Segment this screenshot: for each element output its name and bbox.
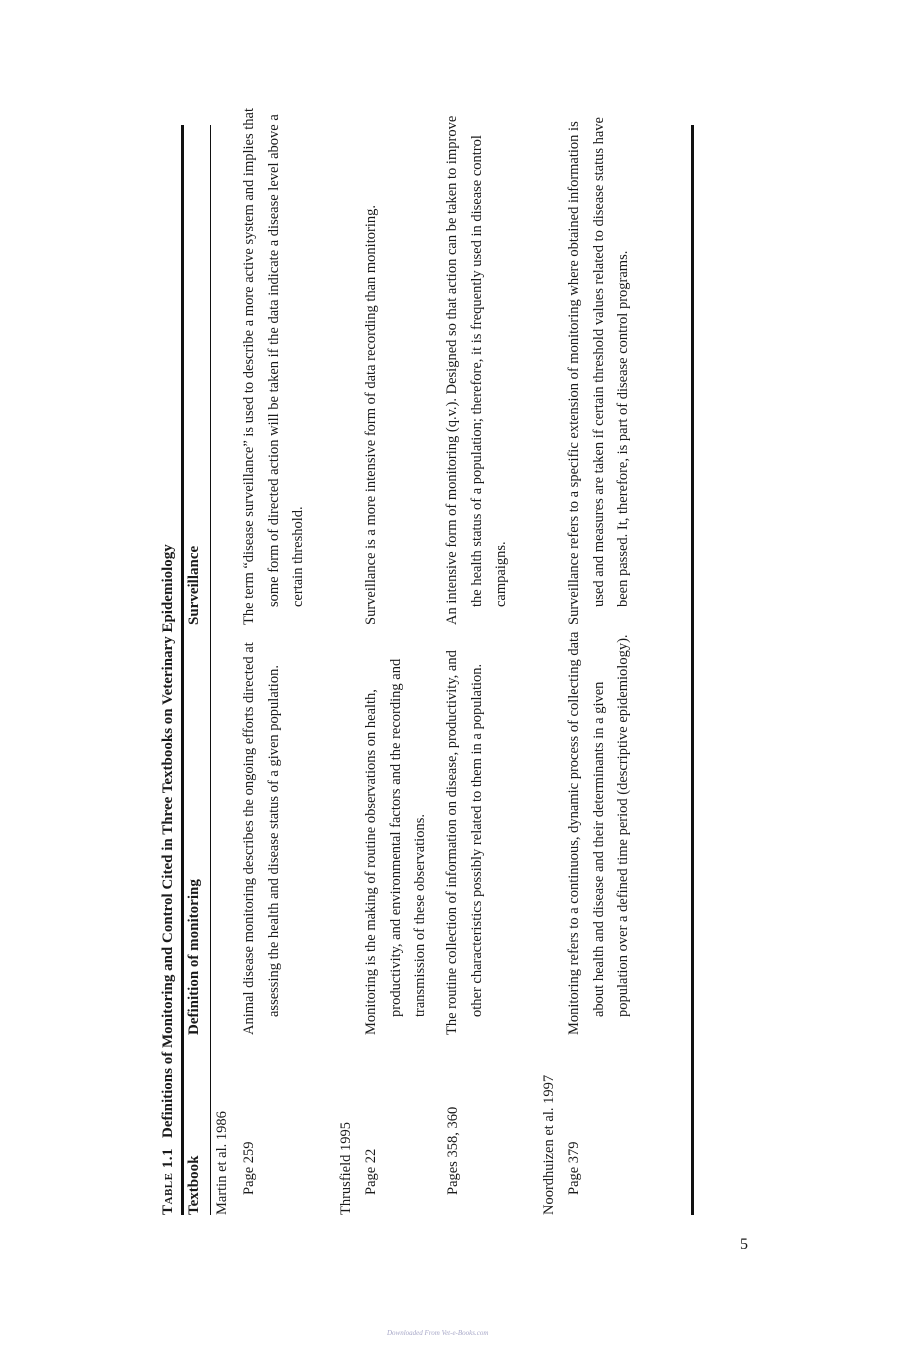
group-thrusfield: Thrusfield 1995: [338, 1121, 354, 1215]
row-page-379: Page 379: [566, 1141, 582, 1195]
row-pages-358-360-monitoring: The routine collection of information on disease, productivity, and other characteristics possibly related to them in a population.: [444, 650, 485, 1035]
row-pages-358-360-surveillance: An intensive form of monitoring (q.v.). Designed so that action can be taken to improve the health status of a population; therefore, it is frequently used in disease control campaigns.: [444, 115, 509, 625]
rotated-table-page: [160, 108, 720, 1215]
table-header-rule: [210, 125, 211, 1215]
table-title: Definitions of Monitoring and Control Cited in Three Textbooks on Veterinary Epidemiology: [160, 544, 176, 1139]
table-top-rule: [181, 125, 184, 1215]
header-monitoring: Definition of monitoring: [186, 879, 202, 1035]
header-surveillance: Surveillance: [186, 545, 202, 625]
table-caption: [160, 125, 182, 1215]
row-pages-358-360: Pages 358, 360: [445, 1106, 461, 1195]
row-page-379-surveillance: Surveillance refers to a specific extension of monitoring where obtained information is used and measures are taken if certain threshold values related to disease status have been passed. It, therefore, is part of disease control programs.: [566, 117, 631, 625]
table-bottom-rule: [691, 125, 694, 1215]
row-page-379-monitoring: Monitoring refers to a continuous, dynamic process of collecting data about health and disease and their determinants in a given population over a defined time period (descriptive epidemiology).: [566, 631, 631, 1035]
row-page-259-monitoring: Animal disease monitoring describes the ongoing efforts directed at assessing the health and disease status of a given population.: [241, 642, 282, 1035]
table-label-word: ABLE: [163, 1172, 175, 1205]
page-number: 5: [740, 1236, 748, 1253]
group-noordhuizen: Noordhuizen et al. 1997: [541, 1074, 557, 1215]
watermark: Downloaded From Vet-e-Books.com: [387, 1329, 489, 1337]
row-page-259-surveillance: The term “disease surveillance” is used to describe a more active system and implies that some form of directed action will be taken if the data indicate a disease level above a certain threshold.: [241, 108, 306, 625]
header-textbook: Textbook: [186, 1155, 202, 1215]
row-page-22: Page 22: [363, 1148, 379, 1195]
row-page-259: Page 259: [241, 1141, 257, 1195]
group-martin: Martin et al. 1986: [214, 1111, 230, 1215]
table-label-initial: T: [160, 1204, 176, 1215]
row-page-22-monitoring: Monitoring is the making of routine observations on health, productivity, and environmental factors and the recording and transmission of these observations.: [363, 658, 428, 1035]
row-page-22-surveillance: Surveillance is a more intensive form of data recording than monitoring.: [363, 205, 379, 625]
table-number: 1.1: [160, 1148, 176, 1169]
table-label: [160, 1148, 176, 1215]
